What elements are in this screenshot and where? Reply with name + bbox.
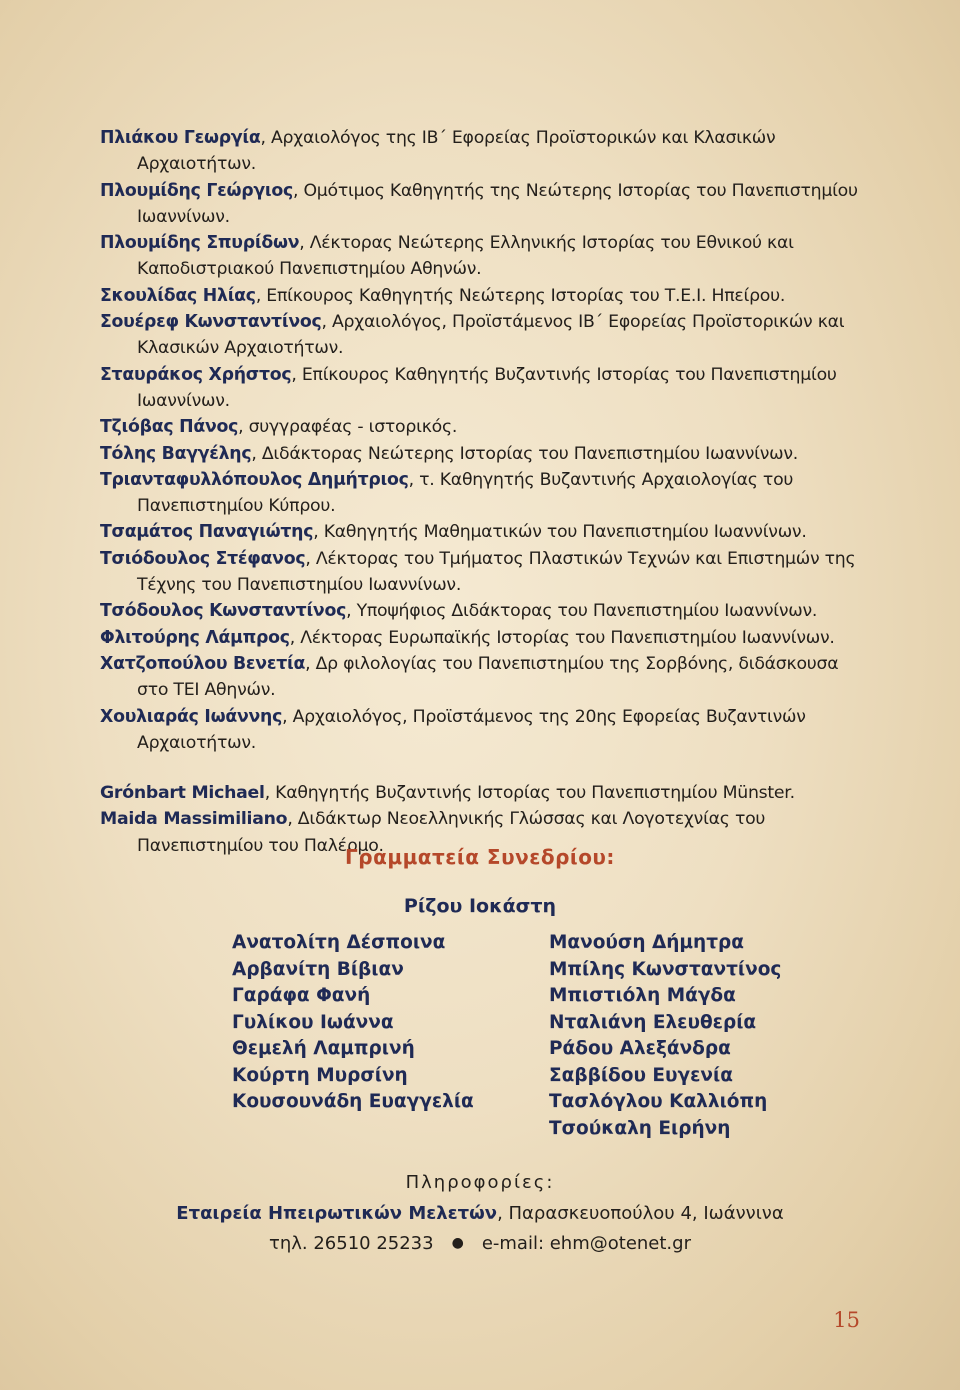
list-item: Grόnbart Michael, Καθηγητής Βυζαντινής Ιστορίας του Πανεπιστημίου Münster. [100,783,795,804]
secretariat-member: Μπίλης Κωνσταντίνος [549,958,782,980]
list-item: Maida Massimiliano, Διδάκτωρ Νεοελληνικής Γλώσσας και Λογοτεχνίας του Πανεπιστημίου του Παλέρμο. [100,809,766,856]
list-item: Πλουμίδης Σπυρίδων, Λέκτορας Νεώτερης Ελληνικής Ιστορίας του Εθνικού και Καποδιστριακού Πανεπιστημίου Αθηνών. [100,233,794,280]
list-item: Τριανταφυλλόπουλος Δημήτριος, τ. Καθηγητής Βυζαντινής Αρχαιολογίας του Πανεπιστημίου Κύπρου. [100,469,794,517]
list-item: Τσαμάτος Παναγιώτης, Καθηγητής Μαθηματικών του Πανεπιστημίου Ιωαννίνων. [100,522,807,543]
list-item: Χουλιαράς Ιωάννης, Αρχαιολόγος, Προϊστάμενος της 20ης Εφορείας Βυζαντινών Αρχαιοτήτων. [100,706,806,753]
secretariat-head: Ρίζου Ιοκάστη [403,895,557,917]
secretariat-member: Σαββίδου Ευγενία [549,1064,733,1086]
email: e-mail: ehm@otenet.gr [481,1233,691,1254]
bullet-icon: ● [451,1235,464,1251]
secretariat-member: Κούρτη Μυρσίνη [232,1064,408,1086]
secretariat-member: Τασλόγλου Καλλιόπη [549,1091,768,1112]
info-heading: Πληροφορίες: [405,1172,555,1193]
secretariat-member: Μπιστιόλη Μάγδα [549,985,736,1006]
list-item: Σταυράκος Χρήστος, Επίκουρος Καθηγητής Βυζαντινής Ιστορίας του Πανεπιστημίου Ιωαννίνων. [100,364,837,411]
list-item: Σουέρεφ Κωνσταντίνος, Αρχαιολόγος, Προϊστάμενος ΙΒ΄ Εφορείας Προϊστορικών και Κλασικών Αρχαιοτήτων. [100,312,845,359]
list-item: Φλιτούρης Λάμπρος, Λέκτορας Ευρωπαϊκής Ιστορίας του Πανεπιστημίου Ιωαννίνων. [100,627,835,648]
info-address-line [0,1203,960,1224]
secretariat-member: Ανατολίτη Δέσποινα [232,932,446,953]
secretariat-member: Θεμελή Λαμπρινή [232,1038,415,1059]
secretariat-left-column [232,930,474,1116]
secretariat-right-column [549,930,781,1142]
list-item: Τζιόβας Πάνος, συγγραφέας - ιστορικός. [100,417,458,438]
list-item: Πλουμίδης Γεώργιος, Ομότιμος Καθηγητής της Νεώτερης Ιστορίας του Πανεπιστημίου Ιωαννίνων. [100,180,858,227]
address: , Παρασκευοπούλου 4, Ιωάννινα [497,1203,784,1224]
organization-name: Εταιρεία Ηπειρωτικών Μελετών [176,1203,498,1224]
secretariat-member: Γυλίκου Ιωάννα [232,1011,394,1033]
participants-list [100,125,872,859]
secretariat-member: Κουσουνάδη Ευαγγελία [232,1091,474,1112]
list-item: Τσιόδουλος Στέφανος, Λέκτορας του Τμήματος Πλαστικών Τεχνών και Επιστημών της Τέχνης του Πανεπιστημίου Ιωαννίνων. [100,548,856,596]
phone: τηλ. 26510 25233 [269,1233,434,1254]
page-number: 15 [833,1308,860,1332]
secretariat-member: Αρβανίτη Βίβιαν [232,958,404,980]
secretariat-member: Νταλιάνη Ελευθερία [549,1011,757,1033]
list-item: Χατζοπούλου Βενετία, Δρ φιλολογίας του Πανεπιστημίου της Σορβόνης, διδάσκουσα στο ΤΕΙ Αθηνών. [100,653,839,701]
secretariat-member: Μανούση Δήμητρα [549,932,744,953]
list-item: Πλιάκου Γεωργία, Αρχαιολόγος της ΙΒ΄ Εφορείας Προϊστορικών και Κλασικών Αρχαιοτήτων. [100,128,776,175]
secretariat-heading: Γραμματεία Συνεδρίου: [345,845,615,869]
secretariat-member: Γαράφα Φανή [232,985,371,1006]
secretariat-member: Τσούκαλη Ειρήνη [549,1117,731,1139]
secretariat-member: Ράδου Αλεξάνδρα [549,1038,731,1059]
list-item: Τσόδουλος Κωνσταντίνος, Υποψήφιος Διδάκτορας του Πανεπιστημίου Ιωαννίνων. [100,601,818,622]
list-item: Τόλης Βαγγέλης, Διδάκτορας Νεώτερης Ιστορίας του Πανεπιστημίου Ιωαννίνων. [100,443,799,464]
info-contact-line [0,1233,960,1254]
list-item: Σκουλίδας Ηλίας, Επίκουρος Καθηγητής Νεώτερης Ιστορίας του Τ.Ε.Ι. Ηπείρου. [100,285,786,306]
